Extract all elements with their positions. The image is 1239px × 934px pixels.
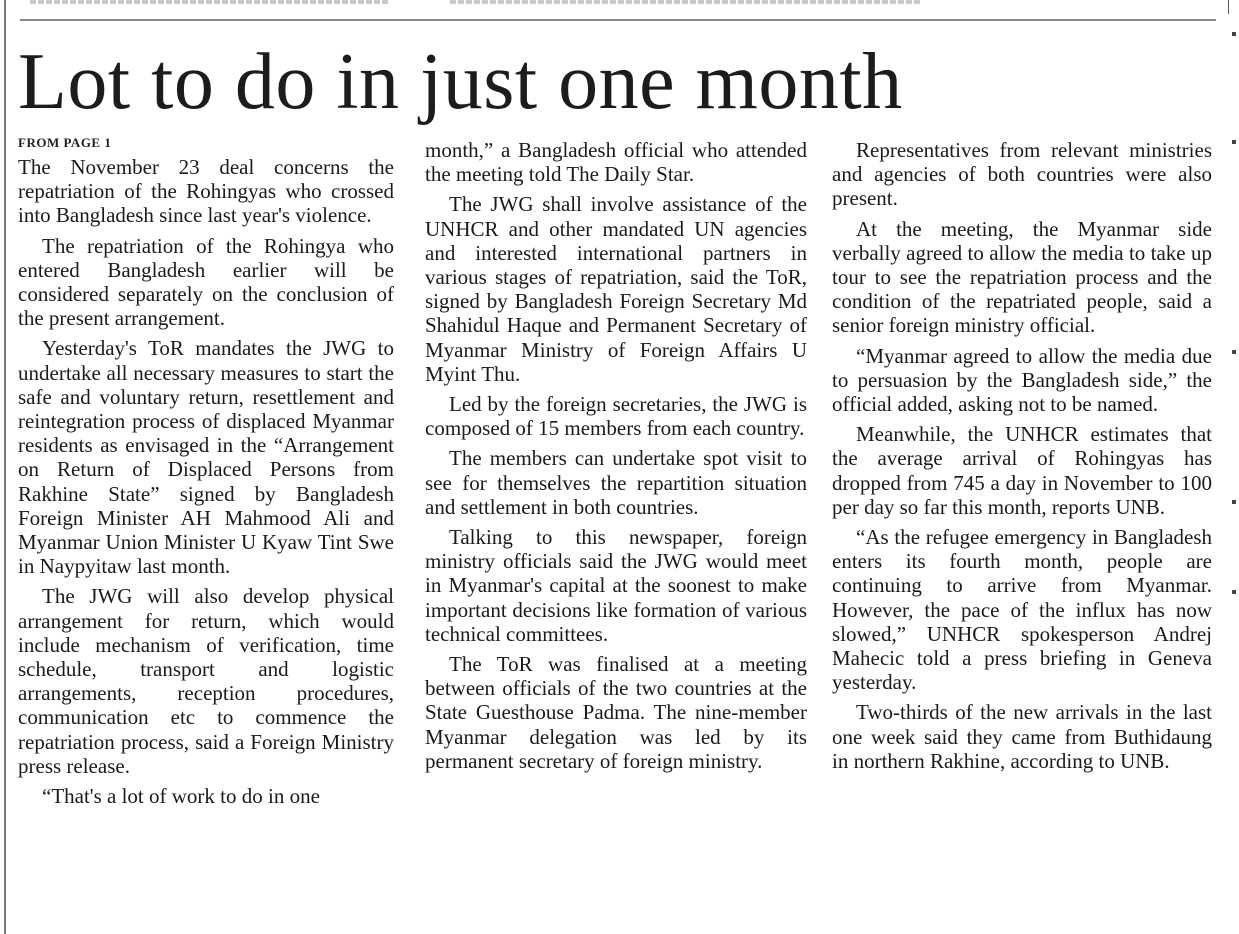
paragraph: Led by the foreign secretaries, the JWG is composed of 15 members from each country. — [425, 392, 807, 441]
paragraph: Talking to this newspaper, foreign ministry officials said the JWG would meet in Myanmar's capital at the soonest to make important decisions like formation of various technical committees. — [425, 525, 807, 646]
paragraph: At the meeting, the Myanmar side verbally agreed to allow the media to take up tour to see the repatriation process and the condition of the repatriated people, said a senior foreign ministry official. — [832, 216, 1212, 338]
paragraph: The JWG will also develop physical arrangement for return, which would include mechanism of verification, time schedule, transport and logistic arrangements, reception procedures, communication etc to commence the repatriation process, said a Foreign Ministry press release. — [18, 584, 394, 778]
paragraph: Yesterday's ToR mandates the JWG to undertake all necessary measures to start the safe and voluntary return, resettlement and reintegration process of displaced Myanmar residents as envisaged in the “Arrangement on Return of Displaced Persons from Rakhine State” signed by Bangladesh Foreign Minister AH Mahmood Ali and Myanmar Union Minister U Kyaw Tint Swe in Naypyitaw last month. — [18, 336, 394, 579]
headline: Lot to do in just one month — [18, 38, 903, 126]
paragraph: The November 23 deal concerns the repatriation of the Rohingyas who crossed into Bangladesh since last year's violence. — [18, 155, 394, 228]
paragraph: The ToR was finalised at a meeting between officials of the two countries at the State Guesthouse Padma. The nine-member Myanmar delegation was led by its permanent secretary of foreign ministry. — [425, 652, 807, 773]
page-left-edge — [4, 0, 6, 934]
kicker-from-page-1: FROM PAGE 1 — [18, 135, 112, 150]
cropped-text-above — [450, 0, 920, 4]
top-rule — [20, 19, 1216, 21]
paragraph: The members can undertake spot visit to see for themselves the repartition situation and settlement in both countries. — [425, 446, 807, 519]
paragraph: The JWG shall involve assistance of the UNHCR and other mandated UN agencies and interested international partners in various stages of repatriation, said the ToR, signed by Bangladesh Foreign Secretary Md Shahidul Haque and Permanent Secretary of Myanmar Ministry of Foreign Affairs U Myint Thu. — [425, 192, 807, 386]
paragraph: The repatriation of the Rohingya who entered Bangladesh earlier will be considered separately on the conclusion of the present arrangement. — [18, 233, 394, 331]
paragraph: Representatives from relevant ministries and agencies of both countries were also present. — [832, 138, 1212, 211]
adjacent-column-edge — [1230, 30, 1239, 910]
article-column-2 — [425, 138, 807, 779]
article-column-1 — [18, 155, 394, 814]
paragraph: “As the refugee emergency in Bangladesh enters its fourth month, people are continuing to arrive from Myanmar. However, the pace of the influx has now slowed,” UNHCR spokesperson Andrej Mahecic told a press briefing in Geneva yesterday. — [832, 525, 1212, 695]
paragraph: “That's a lot of work to do in one — [42, 784, 320, 809]
cropped-text-above — [30, 0, 390, 4]
paragraph: Meanwhile, the UNHCR estimates that the average arrival of Rohingyas has dropped from 745 a day in November to 100 per day so far this month, reports UNB. — [832, 422, 1212, 519]
paragraph: month,” a Bangladesh official who attended the meeting told The Daily Star. — [425, 138, 807, 187]
article-column-3 — [832, 138, 1212, 779]
paragraph: Two-thirds of the new arrivals in the last one week said they came from Buthidaung in northern Rakhine, according to UNB. — [832, 700, 1212, 773]
paragraph: “Myanmar agreed to allow the media due to persuasion by the Bangladesh side,” the official added, asking not to be named. — [832, 343, 1212, 417]
page-right-edge — [1228, 0, 1229, 14]
